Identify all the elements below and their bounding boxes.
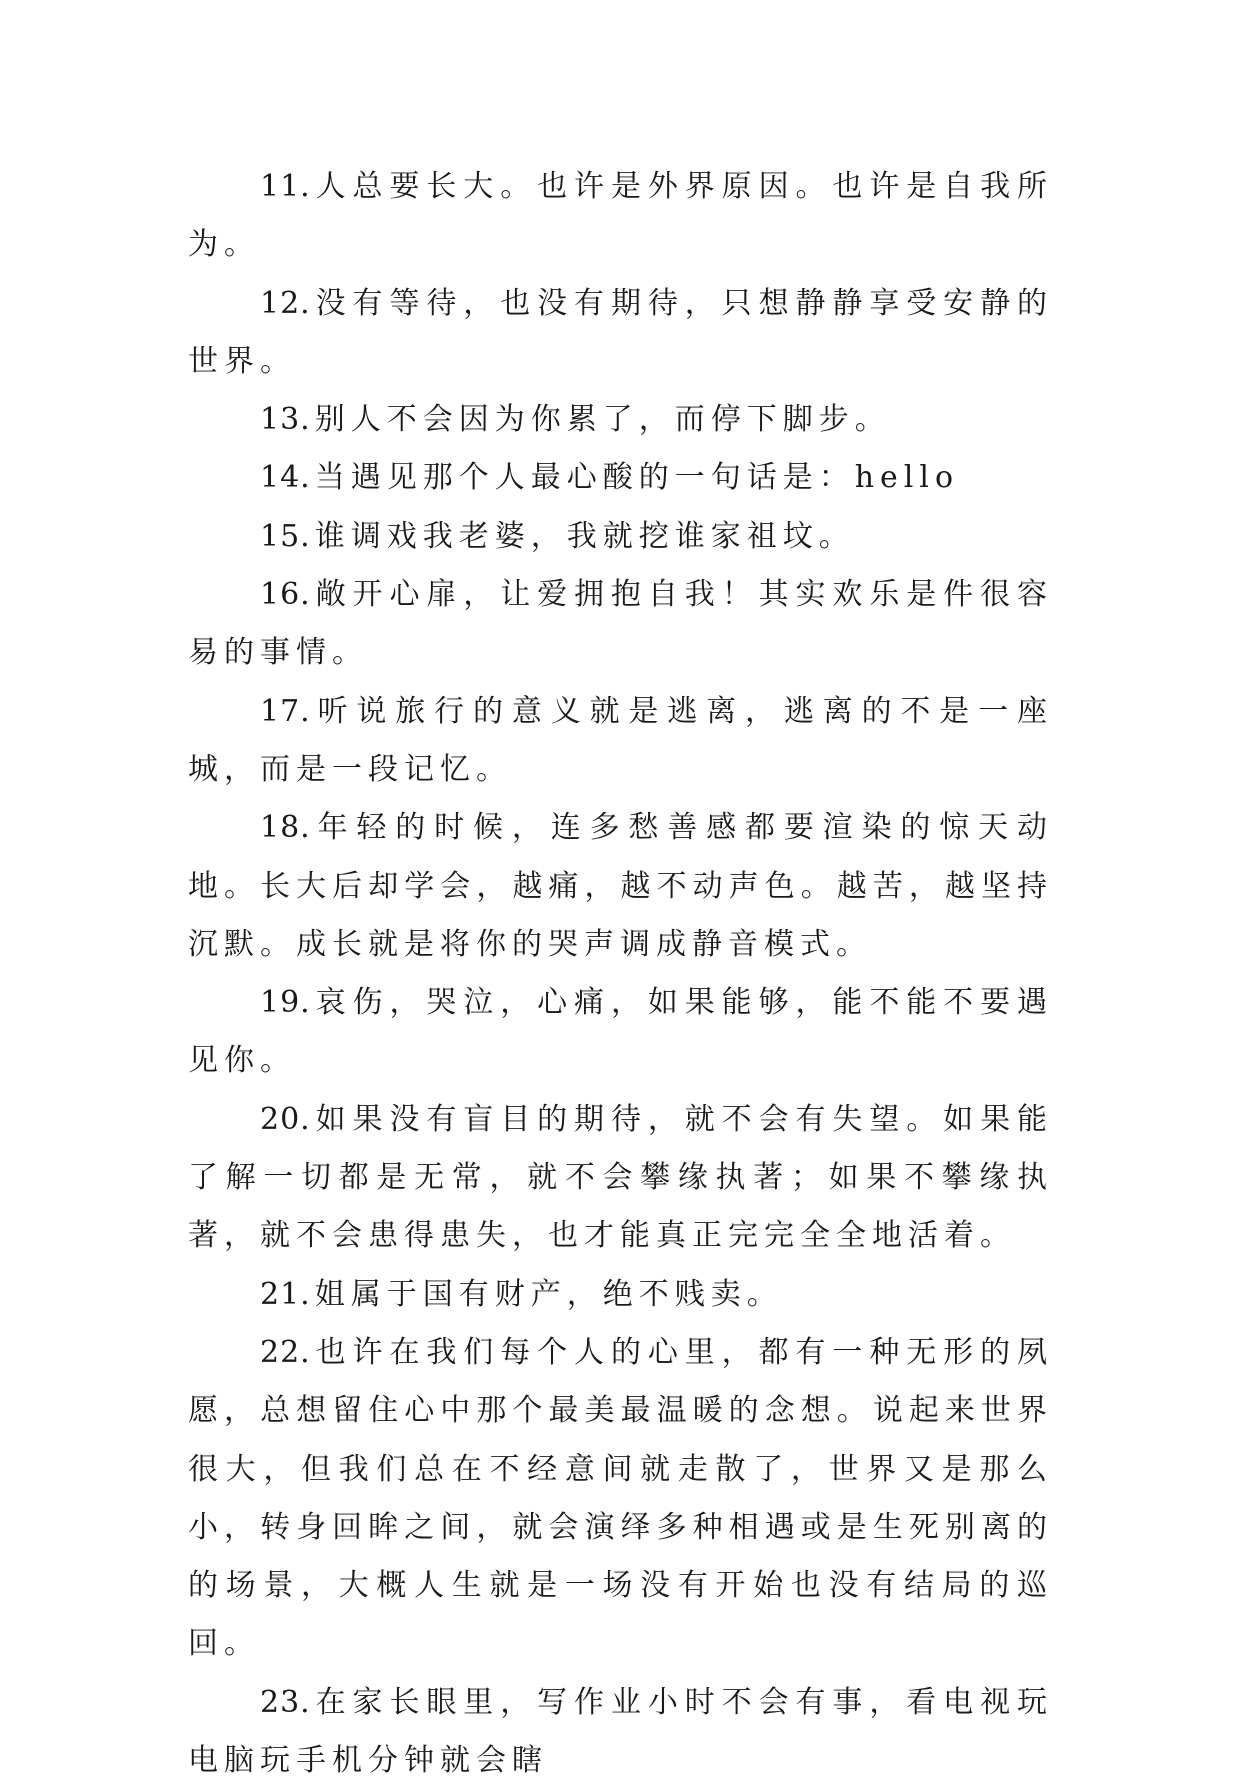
paragraph-23 xyxy=(188,1674,1053,1790)
paragraph-number: 20. xyxy=(260,1101,311,1137)
paragraph-text: 在家长眼里，写作业小时不会有事，看电视玩电脑玩手机分钟就会瞎 xyxy=(188,1684,1053,1779)
paragraph-text: 年轻的时候，连多愁善感都要渲染的惊天动地。长大后却学会，越痛，越不动声色。越苦，越坚持沉默。成长就是将你的哭声调成静音模式。 xyxy=(188,810,1053,962)
paragraph-text: 没有等待，也没有期待，只想静静享受安静的世界。 xyxy=(188,285,1053,379)
paragraph-21 xyxy=(188,1266,1053,1324)
paragraph-15 xyxy=(188,508,1053,566)
paragraph-text: 听说旅行的意义就是逃离，逃离的不是一座城，而是一段记忆。 xyxy=(188,693,1053,787)
paragraph-number: 19. xyxy=(260,985,311,1021)
paragraph-text: 如果没有盲目的期待，就不会有失望。如果能了解一切都是无常，就不会攀缘执著；如果不攀缘执著，就不会患得患失，也才能真正完完全全地活着。 xyxy=(188,1101,1053,1254)
paragraph-text: 也许在我们每个人的心里，都有一种无形的夙愿，总想留住心中那个最美最温暖的念想。说起来世界很大，但我们总在不经意间就走散了，世界又是那么小，转身回眸之间，就会演绎多种相遇或是生死别离的的场景，大概人生就是一场没有开始也没有结局的巡回。 xyxy=(188,1334,1053,1662)
paragraph-19 xyxy=(188,974,1053,1091)
paragraph-number: 17. xyxy=(260,693,311,729)
paragraph-number: 13. xyxy=(260,402,311,438)
paragraph-20 xyxy=(188,1091,1053,1266)
paragraph-text: 人总要长大。也许是外界原因。也许是自我所为。 xyxy=(188,169,1053,263)
paragraph-number: 18. xyxy=(260,810,311,846)
paragraph-text: 敞开心扉，让爱拥抱自我！其实欢乐是件很容易的事情。 xyxy=(188,577,1053,671)
paragraph-text: 哀伤，哭泣，心痛，如果能够，能不能不要遇见你。 xyxy=(188,985,1053,1079)
paragraph-number: 15. xyxy=(260,518,311,554)
paragraph-17 xyxy=(188,683,1053,800)
paragraph-text: 姐属于国有财产，绝不贱卖。 xyxy=(314,1276,783,1312)
paragraph-13 xyxy=(188,391,1053,449)
paragraph-number: 14. xyxy=(260,460,311,496)
paragraph-number: 21. xyxy=(260,1276,311,1312)
paragraph-16 xyxy=(188,566,1053,683)
paragraph-14 xyxy=(188,449,1053,507)
paragraph-text: 谁调戏我老婆，我就挖谁家祖坟。 xyxy=(314,518,855,554)
document-body xyxy=(188,158,1053,1790)
paragraph-11 xyxy=(188,158,1053,275)
paragraph-number: 12. xyxy=(260,285,311,321)
paragraph-12 xyxy=(188,275,1053,392)
paragraph-number: 11. xyxy=(260,169,311,204)
paragraph-18 xyxy=(188,799,1053,974)
paragraph-text: 别人不会因为你累了，而停下脚步。 xyxy=(314,402,891,438)
paragraph-number: 22. xyxy=(260,1334,311,1370)
paragraph-number: 23. xyxy=(260,1684,311,1720)
paragraph-text: 当遇见那个人最心酸的一句话是：hello xyxy=(314,460,960,496)
paragraph-number: 16. xyxy=(260,577,311,613)
paragraph-22 xyxy=(188,1324,1053,1674)
